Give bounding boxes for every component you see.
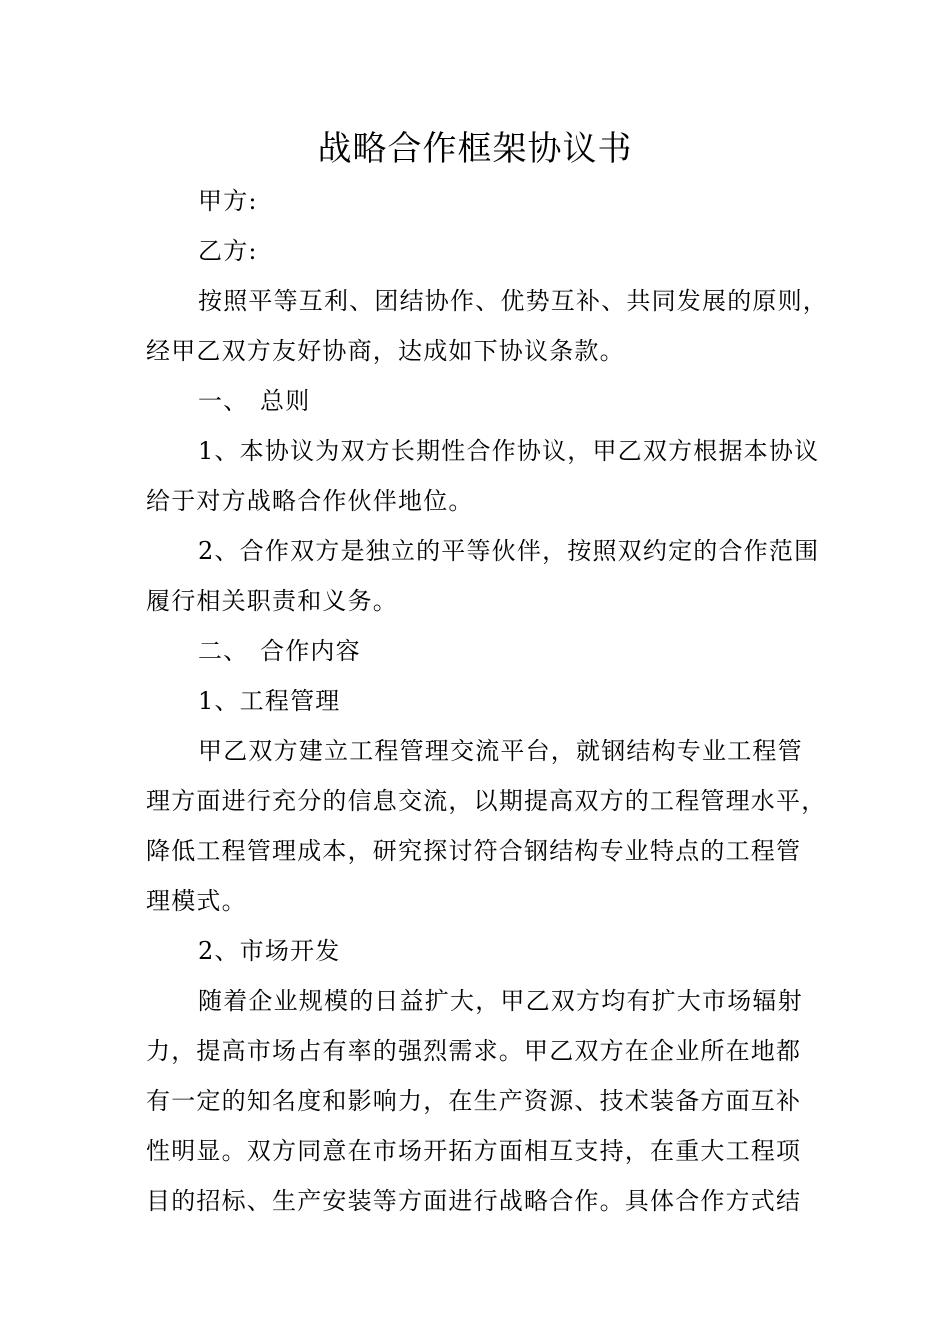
intro-line-1: 按照平等互利、团结协作、优势互补、共同发展的原则， bbox=[198, 287, 828, 315]
clause-1-line-1: 1、本协议为双方长期性合作协议，甲乙双方根据本协议 bbox=[198, 437, 820, 465]
engineering-line-2: 理方面进行充分的信息交流，以期提高双方的工程管理水平， bbox=[146, 787, 827, 815]
subsection-market-development: 2、市场开发 bbox=[198, 937, 341, 965]
market-line-5: 目的招标、生产安装等方面进行战略合作。具体合作方式结 bbox=[146, 1187, 802, 1215]
market-line-1: 随着企业规模的日益扩大，甲乙双方均有扩大市场辐射 bbox=[198, 987, 803, 1015]
engineering-line-1: 甲乙双方建立工程管理交流平台，就钢结构专业工程管 bbox=[198, 737, 803, 765]
clause-2-line-1: 2、合作双方是独立的平等伙伴，按照双约定的合作范围 bbox=[198, 537, 820, 565]
document-body bbox=[146, 176, 828, 1226]
intro-line-2: 经甲乙双方友好协商，达成如下协议条款。 bbox=[146, 337, 625, 365]
market-line-2: 力，提高市场占有率的强烈需求。甲乙双方在企业所在地都 bbox=[146, 1037, 802, 1065]
market-line-4: 性明显。双方同意在市场开拓方面相互支持，在重大工程项 bbox=[146, 1137, 802, 1165]
subsection-engineering-management: 1、工程管理 bbox=[198, 687, 341, 715]
section-number: 二、 bbox=[198, 637, 249, 665]
section-heading-content bbox=[146, 626, 806, 676]
section-title: 合作内容 bbox=[260, 637, 361, 665]
engineering-line-3: 降低工程管理成本，研究探讨符合钢结构专业特点的工程管 bbox=[146, 837, 802, 865]
market-line-3: 有一定的知名度和影响力，在生产资源、技术装备方面互补 bbox=[146, 1087, 802, 1115]
document-title: 战略合作框架协议书 bbox=[317, 129, 633, 169]
clause-2-line-2: 履行相关职责和义务。 bbox=[146, 587, 398, 615]
section-heading-general bbox=[146, 376, 806, 426]
section-title: 总则 bbox=[260, 387, 311, 415]
engineering-line-4: 理模式。 bbox=[146, 887, 247, 915]
party-b-label: 乙方: bbox=[198, 237, 258, 265]
clause-1-line-2: 给于对方战略合作伙伴地位。 bbox=[146, 487, 474, 515]
section-number: 一、 bbox=[198, 387, 249, 415]
party-a-label: 甲方: bbox=[198, 187, 258, 215]
